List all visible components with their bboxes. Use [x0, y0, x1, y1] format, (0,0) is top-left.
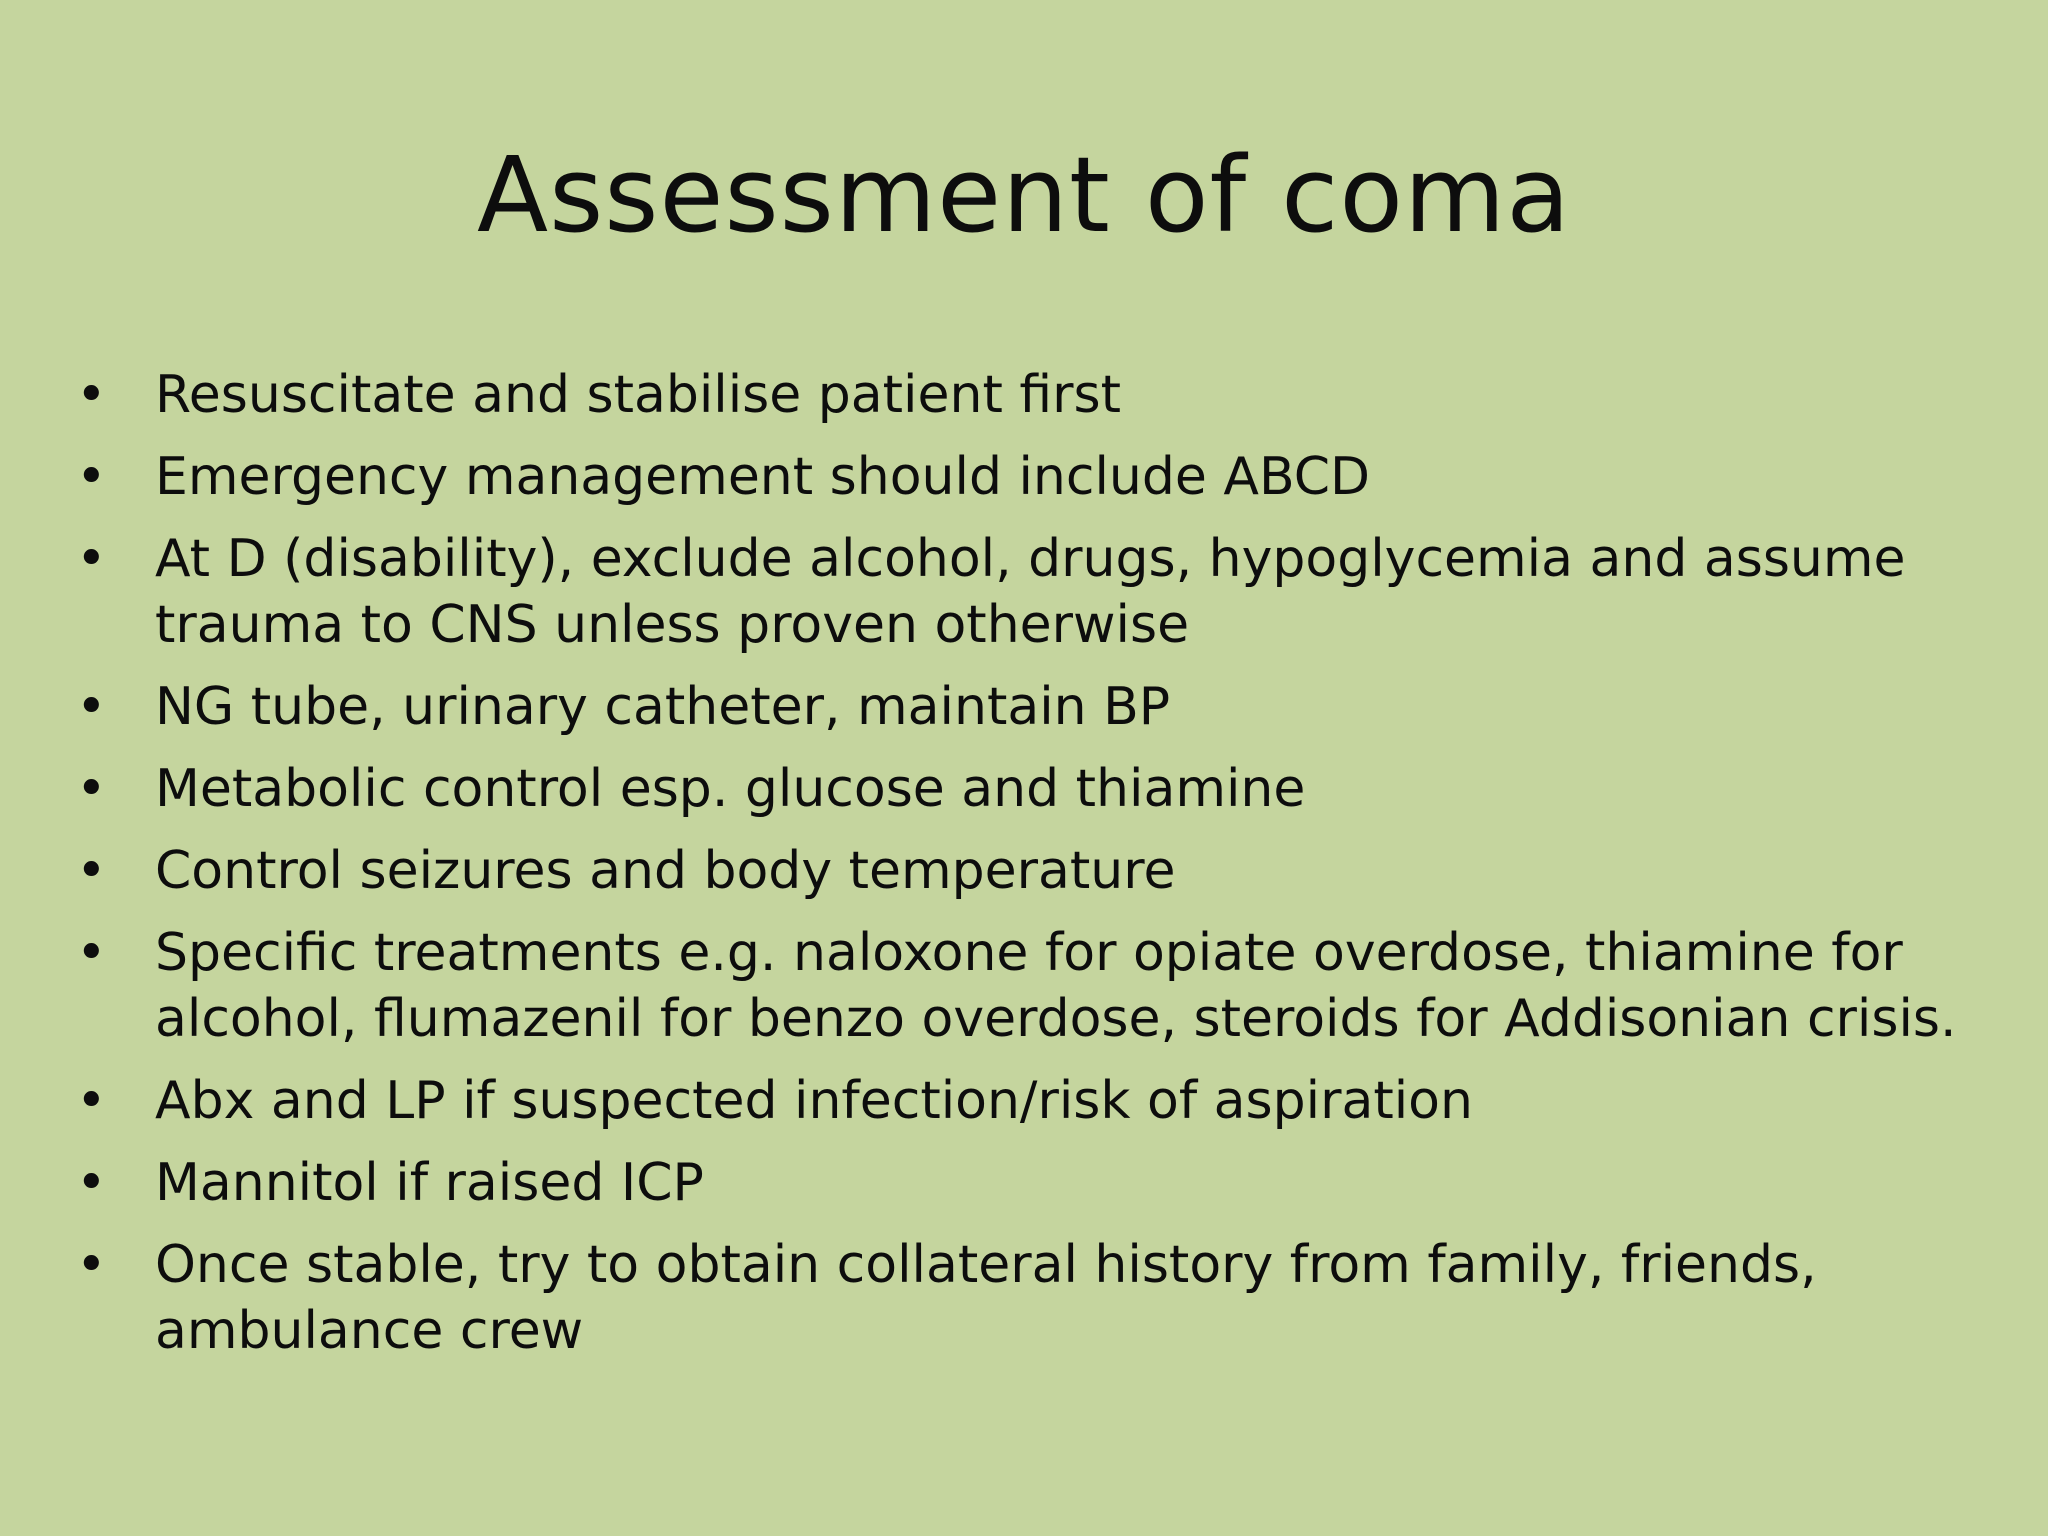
bullet-text: Metabolic control esp. glucose and thiamine — [155, 759, 1306, 819]
bullet-icon: • — [76, 923, 107, 983]
bullet-text: Control seizures and body temperature — [155, 841, 1176, 901]
bullet-list — [60, 362, 2010, 1380]
bullet-text: At D (disability), exclude alcohol, drugs, hypoglycemia and assume trauma to CNS unless proven otherwise — [155, 529, 1906, 655]
bullet-item-2 — [60, 444, 2010, 510]
bullet-text: Mannitol if raised ICP — [155, 1153, 704, 1213]
bullet-item-6 — [60, 838, 2010, 904]
bullet-item-4 — [60, 674, 2010, 740]
bullet-item-10 — [60, 1232, 2010, 1364]
bullet-icon: • — [76, 677, 107, 737]
bullet-text: Once stable, try to obtain collateral history from family, friends, ambulance crew — [155, 1235, 1817, 1361]
slide-title: Assessment of coma — [476, 134, 1572, 256]
bullet-item-3 — [60, 526, 2010, 658]
bullet-item-7 — [60, 920, 2010, 1052]
bullet-icon: • — [76, 1235, 107, 1295]
bullet-icon: • — [76, 841, 107, 901]
bullet-icon: • — [76, 759, 107, 819]
bullet-item-5 — [60, 756, 2010, 822]
bullet-icon: • — [76, 447, 107, 507]
bullet-icon: • — [76, 365, 107, 425]
bullet-icon: • — [76, 529, 107, 589]
bullet-item-9 — [60, 1150, 2010, 1216]
bullet-text: Emergency management should include ABCD — [155, 447, 1371, 507]
bullet-text: Resuscitate and stabilise patient first — [155, 365, 1121, 425]
bullet-icon: • — [76, 1153, 107, 1213]
bullet-text: Abx and LP if suspected infection/risk of aspiration — [155, 1071, 1473, 1131]
bullet-icon: • — [76, 1071, 107, 1131]
bullet-text: Specific treatments e.g. naloxone for opiate overdose, thiamine for alcohol, flumazenil for benzo overdose, steroids for Addisonian crisis. — [155, 923, 1957, 1049]
bullet-text: NG tube, urinary catheter, maintain BP — [155, 677, 1171, 737]
bullet-item-8 — [60, 1068, 2010, 1134]
bullet-item-1 — [60, 362, 2010, 428]
